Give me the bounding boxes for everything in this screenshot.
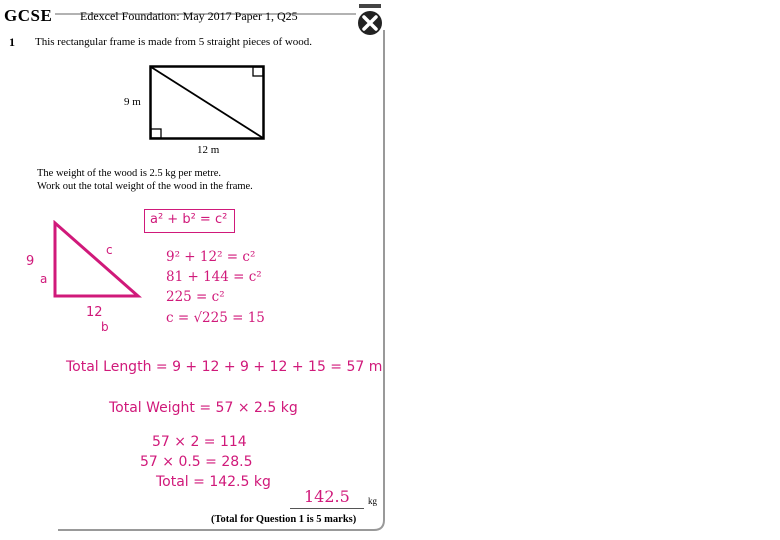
working-step-3: 225 = c²	[166, 289, 225, 305]
side-a-value: 9	[26, 254, 35, 269]
working-step-2: 81 + 144 = c²	[166, 269, 262, 285]
answer-line	[290, 508, 364, 509]
calc-line-1: 57 × 2 = 114	[152, 434, 247, 450]
answer-unit: kg	[368, 496, 377, 506]
question-statement	[37, 168, 253, 193]
total-weight-line: Total Weight = 57 × 2.5 kg	[109, 400, 298, 416]
pythagoras-formula: a² + b² = c²	[150, 212, 228, 227]
frame-diagram	[148, 64, 268, 144]
hypotenuse-name: c	[106, 243, 113, 257]
statement-line-1: The weight of the wood is 2.5 kg per metre.	[37, 168, 221, 179]
side-a-name: a	[40, 272, 48, 286]
source-reference: Edexcel Foundation: May 2017 Paper 1, Q25	[80, 9, 298, 23]
statement-line-2: Work out the total weight of the wood in the frame.	[37, 180, 253, 192]
calc-line-3: Total = 142.5 kg	[156, 474, 271, 490]
side-b-value: 12	[86, 305, 103, 320]
question-number: 1	[9, 35, 15, 49]
width-label: 12 m	[197, 144, 220, 156]
total-marks: (Total for Question 1 is 5 marks)	[211, 514, 357, 525]
calc-line-2: 57 × 0.5 = 28.5	[140, 454, 253, 470]
answer-value: 142.5	[304, 487, 350, 506]
working-step-4: c = √225 = 15	[166, 310, 265, 326]
brand-title: GCSE	[4, 6, 53, 25]
total-length-line: Total Length = 9 + 12 + 9 + 12 + 15 = 57 m	[66, 359, 383, 375]
hourglass-logo-icon	[356, 3, 384, 37]
side-b-name: b	[101, 320, 109, 334]
question-text: This rectangular frame is made from 5 straight pieces of wood.	[35, 36, 313, 48]
working-step-1: 9² + 12² = c²	[166, 249, 256, 265]
height-label: 9 m	[124, 96, 141, 108]
working-triangle	[50, 220, 145, 302]
